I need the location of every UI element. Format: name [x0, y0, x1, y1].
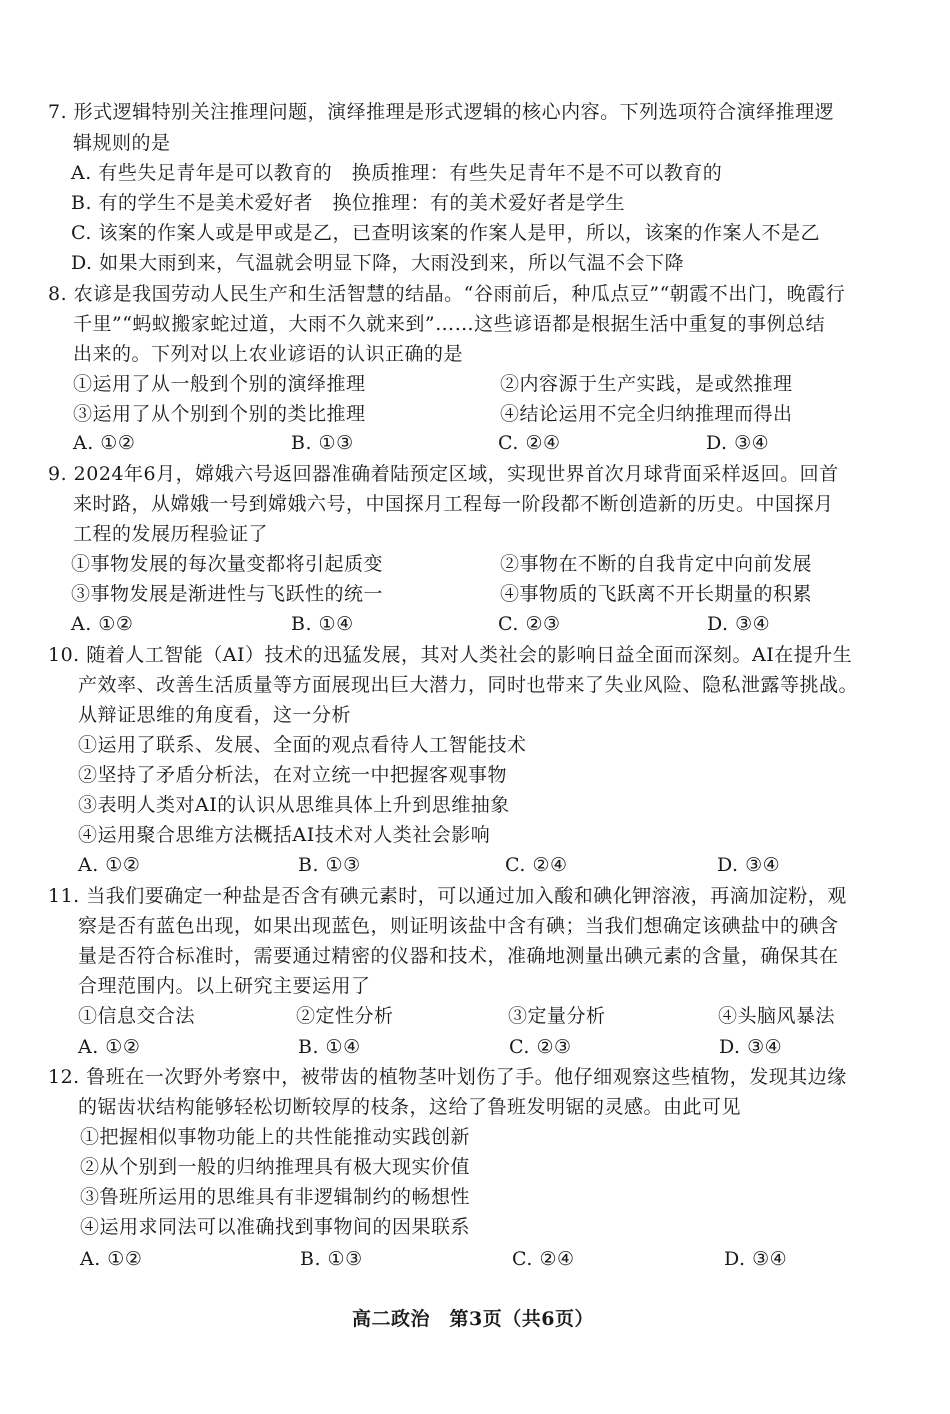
- q11-statement-2: ②定性分析: [296, 1005, 394, 1027]
- q11-choice-c: C. ②③: [509, 1036, 572, 1058]
- q12-choice-a: A. ①②: [80, 1248, 143, 1270]
- q9-statement-2: ②事物在不断的自我肯定中向前发展: [500, 553, 813, 575]
- q12-choice-b: B. ①③: [300, 1248, 363, 1270]
- q11-stem-line-3: 量是否符合标准时，需要通过精密的仪器和技术，准确地测量出碘元素的含量，确保其在: [78, 945, 839, 967]
- q9-statement-3: ③事物发展是渐进性与飞跃性的统一: [71, 583, 384, 605]
- q8-choice-d: D. ③④: [706, 432, 770, 454]
- q11-stem-line-4: 合理范围内。以上研究主要运用了: [78, 975, 371, 997]
- q11-statement-3: ③定量分析: [508, 1005, 606, 1027]
- q7-stem-line-1: 7. 形式逻辑特别关注推理问题，演绎推理是形式逻辑的核心内容。下列选项符合演绎推理逻: [48, 101, 835, 123]
- q8-statement-4: ④结论运用不完全归纳推理而得出: [500, 403, 793, 425]
- q10-stem-line-1: 10. 随着人工智能（AI）技术的迅猛发展，其对人类社会的影响日益全面而深刻。AI在提升生: [48, 644, 853, 666]
- page-footer: 高二政治 第3页（共6页）: [352, 1308, 594, 1330]
- q9-statement-4: ④事物质的飞跃离不开长期量的积累: [500, 583, 813, 605]
- q8-stem-line-3: 出来的。下列对以上农业谚语的认识正确的是: [73, 343, 464, 365]
- q10-choice-c: C. ②④: [505, 854, 568, 876]
- q10-statement-3: ③表明人类对AI的认识从思维具体上升到思维抽象: [78, 794, 510, 816]
- q12-statement-4: ④运用求同法可以准确找到事物间的因果联系: [80, 1216, 471, 1238]
- q9-stem-line-3: 工程的发展历程验证了: [73, 523, 269, 545]
- q10-stem-line-3: 从辩证思维的角度看，这一分析: [78, 704, 352, 726]
- q9-choice-c: C. ②③: [498, 613, 561, 635]
- q7-option-d: D. 如果大雨到来，气温就会明显下降，大雨没到来，所以气温不会下降: [71, 252, 685, 274]
- q12-statement-3: ③鲁班所运用的思维具有非逻辑制约的畅想性: [80, 1186, 471, 1208]
- q10-stem-line-2: 产效率、改善生活质量等方面展现出巨大潜力，同时也带来了失业风险、隐私泄露等挑战。: [78, 674, 859, 696]
- q8-stem-line-1: 8. 农谚是我国劳动人民生产和生活智慧的结晶。“谷雨前后，种瓜点豆”“朝霞不出门，晚霞行: [48, 283, 846, 305]
- q12-choice-d: D. ③④: [724, 1248, 788, 1270]
- q11-stem-line-1: 11. 当我们要确定一种盐是否含有碘元素时，可以通过加入酸和碘化钾溶液，再滴加淀粉，观: [48, 885, 847, 907]
- q9-statement-1: ①事物发展的每次量变都将引起质变: [71, 553, 384, 575]
- q11-statement-4: ④头脑风暴法: [718, 1005, 836, 1027]
- q12-stem-line-1: 12. 鲁班在一次野外考察中，被带齿的植物茎叶划伤了手。他仔细观察这些植物，发现其边缘: [48, 1066, 847, 1088]
- q8-choice-a: A. ①②: [73, 432, 136, 454]
- q9-stem-line-2: 来时路，从嫦娥一号到嫦娥六号，中国探月工程每一阶段都不断创造新的历史。中国探月: [73, 493, 834, 515]
- q11-stem-line-2: 察是否有蓝色出现，如果出现蓝色，则证明该盐中含有碘；当我们想确定该碘盐中的碘含: [78, 915, 839, 937]
- q8-statement-3: ③运用了从个别到个别的类比推理: [73, 403, 366, 425]
- q9-stem-line-1: 9. 2024年6月，嫦娥六号返回器准确着陆预定区域，实现世界首次月球背面采样返回。回首: [48, 463, 839, 485]
- q9-choice-d: D. ③④: [707, 613, 771, 635]
- q8-statement-2: ②内容源于生产实践，是或然推理: [500, 373, 793, 395]
- q9-choice-b: B. ①④: [291, 613, 354, 635]
- q7-option-a: A. 有些失足青年是可以教育的 换质推理：有些失足青年不是不可以教育的: [71, 162, 723, 184]
- q11-statement-1: ①信息交合法: [78, 1005, 196, 1027]
- q11-choice-a: A. ①②: [78, 1036, 141, 1058]
- q8-choice-c: C. ②④: [498, 432, 561, 454]
- q12-statement-2: ②从个别到一般的归纳推理具有极大现实价值: [80, 1156, 471, 1178]
- q8-choice-b: B. ①③: [291, 432, 354, 454]
- q10-statement-1: ①运用了联系、发展、全面的观点看待人工智能技术: [78, 734, 527, 756]
- q10-choice-b: B. ①③: [298, 854, 361, 876]
- q12-statement-1: ①把握相似事物功能上的共性能推动实践创新: [80, 1126, 471, 1148]
- q11-choice-b: B. ①④: [298, 1036, 361, 1058]
- q7-option-c: C. 该案的作案人或是甲或是乙，已查明该案的作案人是甲，所以，该案的作案人不是乙: [71, 222, 820, 244]
- q8-statement-1: ①运用了从一般到个别的演绎推理: [73, 373, 366, 395]
- q11-choice-d: D. ③④: [719, 1036, 783, 1058]
- q8-stem-line-2: 千里”“蚂蚁搬家蛇过道，大雨不久就来到”……这些谚语都是根据生活中重复的事例总结: [73, 313, 826, 335]
- q9-choice-a: A. ①②: [71, 613, 134, 635]
- q7-option-b: B. 有的学生不是美术爱好者 换位推理：有的美术爱好者是学生: [71, 192, 626, 214]
- q10-choice-d: D. ③④: [717, 854, 781, 876]
- q10-statement-2: ②坚持了矛盾分析法，在对立统一中把握客观事物: [78, 764, 508, 786]
- q12-stem-line-2: 的锯齿状结构能够轻松切断较厚的枝条，这给了鲁班发明锯的灵感。由此可见: [78, 1096, 742, 1118]
- q7-stem-line-2: 辑规则的是: [73, 132, 171, 154]
- q12-choice-c: C. ②④: [512, 1248, 575, 1270]
- q10-statement-4: ④运用聚合思维方法概括AI技术对人类社会影响: [78, 824, 491, 846]
- q10-choice-a: A. ①②: [78, 854, 141, 876]
